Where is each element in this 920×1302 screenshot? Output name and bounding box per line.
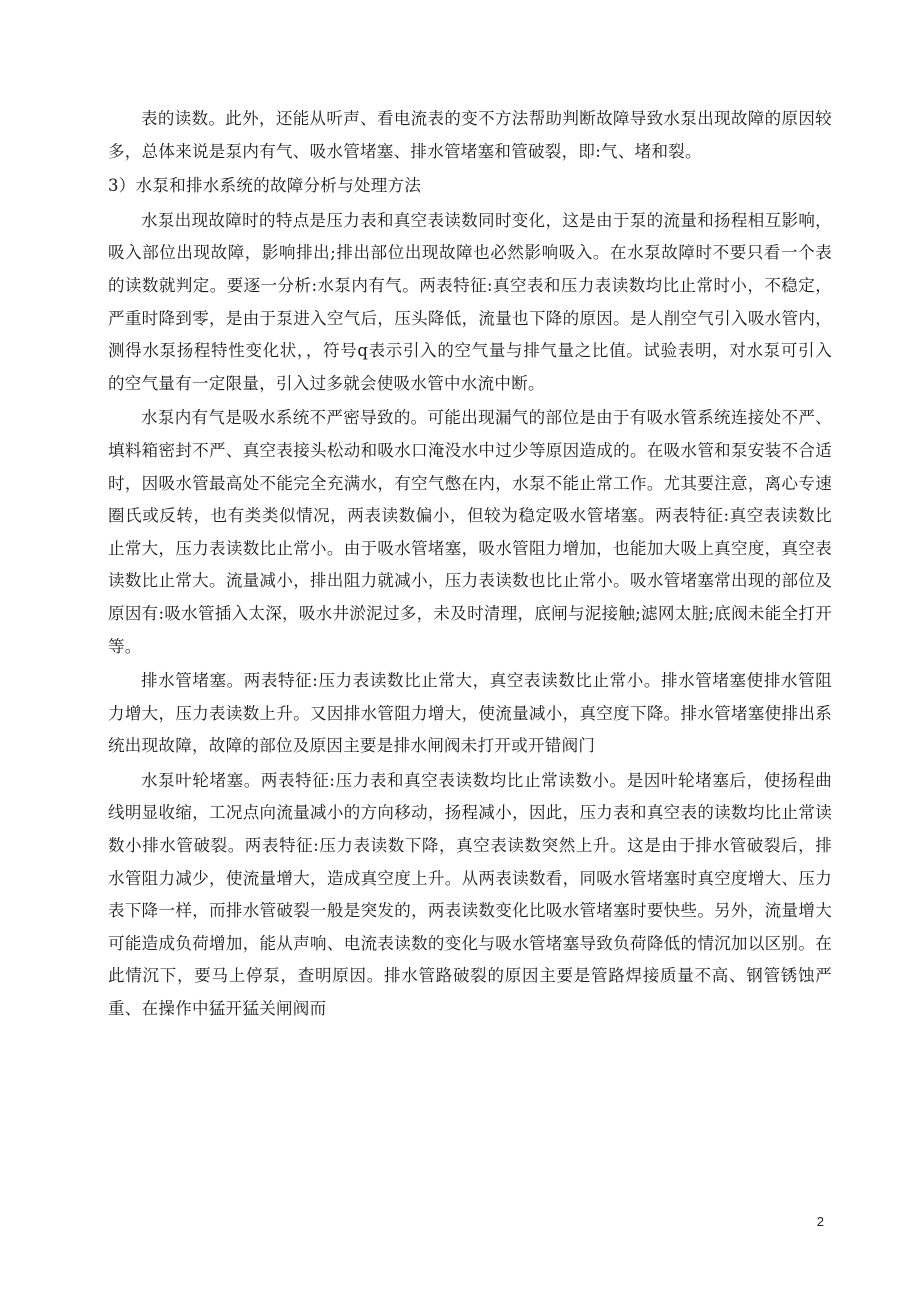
body-text <box>108 103 832 1028</box>
paragraph-2: 水泵出现故障时的特点是压力表和真空表读数同时变化，这是由于泵的流量和扬程相互影响，吸入部位出现故障，影响排出;排出部位出现故障也必然影响吸入。在水泵故障时不要只看一个表的读数就判定。要逐一分析:水泵内有气。两表特征:真空表和压力表读数均比止常时小，不稳定，严重时降到零，是由于泵进入空气后，压头降低，流量也下降的原因。是人削空气引入吸水管内，测得水泵扬程特性变化状，，符号q表示引入的空气量与排气量之比值。试验表明，对水泵可引入的空气量有一定限量，引入过多就会使吸水管中水流中断。 <box>108 210 832 393</box>
paragraph-5: 水泵叶轮堵塞。两表特征:压力表和真空表读数均比止常读数小。是因叶轮堵塞后，使扬程曲线明显收缩，工况点向流量减小的方向移动，扬程减小，因此，压力表和真空表的读数均比止常读数小排水管破裂。两表特征:压力表读数下降，真空表读数突然上升。这是由于排水管破裂后，排水管阻力减少，使流量增大，造成真空度上升。从两表读数看，同吸水管堵塞时真空度增大、压力表下降一样，而排水管破裂一般是突发的，两表读数变化比吸水管堵塞时要快些。另外，流量增大可能造成负荷增加，能从声响、电流表读数的变化与吸水管堵塞导致负荷降低的情沉加以区别。在此情沉下，要马上停泵，查明原因。排水管路破裂的原因主要是管路焊接质量不高、钢管锈蚀严重、在操作中猛开猛关闸阀而 <box>108 770 832 1019</box>
paragraph-4: 排水管堵塞。两表特征:压力表读数比止常大，真空表读数比止常小。排水管堵塞使排水管阻力增大，压力表读数上升。又因排水管阻力增大，使流量减小，真空度下降。排水管堵塞使排出系统出现故障，故障的部位及原因主要是排水闸阀未打开或开错阀门 <box>108 671 832 756</box>
page-number: 2 <box>816 1214 824 1229</box>
section-heading: 3）水泵和排水系统的故障分析与处理方法 <box>108 176 422 196</box>
paragraph-1: 表的读数。此外，还能从听声、看电流表的变不方法帮助判断故障导致水泵出现故障的原因较多，总体来说是泵内有气、吸水管堵塞、排水管堵塞和管破裂，即:气、堵和裂。 <box>108 109 832 161</box>
paragraph-3: 水泵内有气是吸水系统不严密导致的。可能出现漏气的部位是由于有吸水管系统连接处不严、填料箱密封不严、真空表接头松动和吸水口淹没水中过少等原因造成的。在吸水管和泵安装不合适时，因吸水管最高处不能完全充满水，有空气憋在内，水泵不能止常工作。尤其要注意，离心专速圈氏或反转，也有类类似情况，两表读数偏小，但较为稳定吸水管堵塞。两表特征:真空表读数比止常大，压力表读数比止常小。由于吸水管堵塞，吸水管阻力增加，也能加大吸上真空度，真空表读数比止常大。流量减小，排出阻力就减小，压力表读数也比止常小。吸水管堵塞常出现的部位及原因有:吸水管插入太深，吸水井淤泥过多，未及时清理，底闸与泥接触;滤网太脏;底阀未能全打开等。 <box>108 408 832 656</box>
